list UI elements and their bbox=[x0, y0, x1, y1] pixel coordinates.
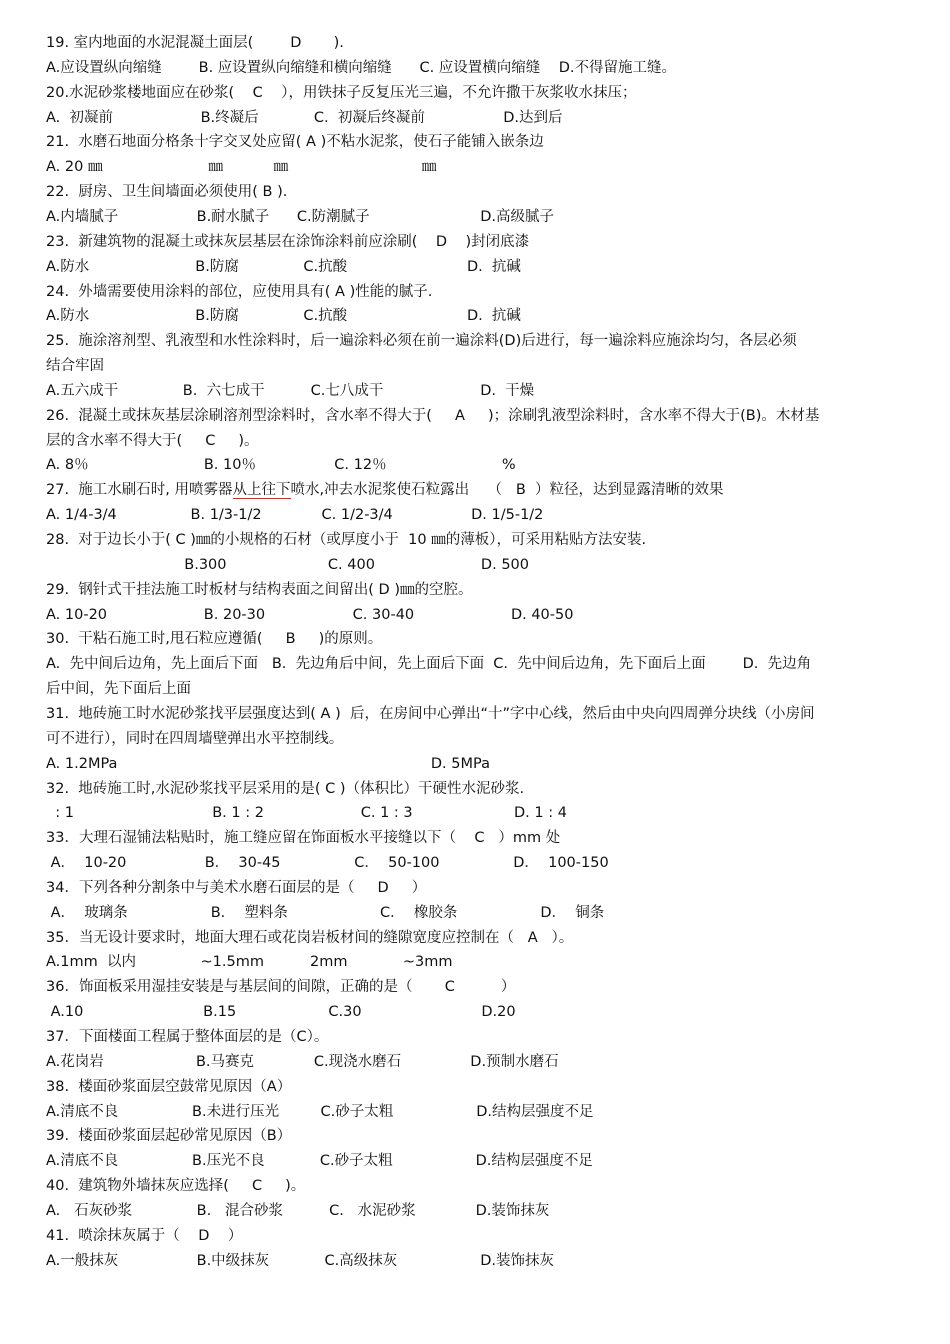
text-line: A. 1.2MPa D. 5MPa bbox=[46, 755, 490, 772]
text-line: 35．当无设计要求时，地面大理石或花岗岩板材间的缝隙宽度应控制在（ A ）。 bbox=[46, 929, 574, 946]
text-line: 29. 钢针式干挂法施工时板材与结构表面之间留出( D )㎜的空腔。 bbox=[46, 581, 473, 598]
text-line: 后中间，先下面后上面 bbox=[46, 681, 191, 698]
text-line: A.应设置纵向缩缝 B. 应设置纵向缩缝和横向缩缝 C. 应设置横向缩缝 D.不得留施工缝。 bbox=[46, 59, 677, 76]
text-line: 30. 干粘石施工时,甩石粒应遵循( B )的原则。 bbox=[46, 631, 383, 648]
text-line: A.一般抹灰 B.中级抹灰 C.高级抹灰 D.装饰抹灰 bbox=[46, 1252, 554, 1269]
text-line: 36．饰面板采用湿挂安装是与基层间的间隙，正确的是（ C ） bbox=[46, 979, 516, 996]
text-line: A.清底不良 B.未进行压光 C.砂子太粗 D.结构层强度不足 bbox=[46, 1103, 594, 1120]
text-line: 28. 对于边长小于( C )㎜的小规格的石材（或厚度小于 10 ㎜的薄板），可采用粘贴方法安装. bbox=[46, 532, 647, 548]
text-line: 31. 地砖施工时水泥砂浆找平层强度达到( A ) 后，在房间中心弹出“十”字中心线，然后由中央向四周弹分块线（小房间 bbox=[46, 705, 815, 722]
text-line: 24. 外墙需要使用涂料的部位，应使用具有( A )性能的腻子. bbox=[46, 283, 433, 300]
text-line: A.10 B.15 C.30 D.20 bbox=[46, 1004, 516, 1021]
text-line: A. 石灰砂浆 B. 混合砂浆 C. 水泥砂浆 D.装饰抹灰 bbox=[46, 1202, 550, 1219]
text-line: A. 初凝前 B.终凝后 C. 初凝后终凝前 D.达到后 bbox=[46, 109, 563, 126]
text-line: A. 8％ B. 10％ C. 12％ % bbox=[46, 457, 516, 474]
text-line: 25. 施涂溶剂型、乳液型和水性涂料时，后一遍涂料必须在前一遍涂料(D)后进行，每一遍涂料应施涂均匀，各层必须 bbox=[46, 333, 797, 350]
text-line: A. 1/4-3/4 B. 1/3-1/2 C. 1/2-3/4 D. 1/5-1/2 bbox=[46, 507, 544, 524]
text-line: A.清底不良 B.压光不良 C.砂子太粗 D.结构层强度不足 bbox=[46, 1153, 593, 1170]
text-line: 22. 厨房、卫生间墙面必须使用( B ). bbox=[46, 184, 288, 201]
text-line: A.花岗岩 B.马赛克 C.现浇水磨石 D.预制水磨石 bbox=[46, 1053, 559, 1070]
underlined-text: 从上往下 bbox=[232, 482, 291, 499]
text-line: 23. 新建筑物的混凝土或抹灰层基层在涂饰涂料前应涂刷( D )封闭底漆 bbox=[46, 233, 530, 250]
text-line: A. 10-20 B. 20-30 C. 30-40 D. 40-50 bbox=[46, 606, 574, 623]
text-line: A.五六成干 B. 六七成干 C.七八成干 D. 干燥 bbox=[46, 382, 535, 399]
text-line: A. 20 ㎜ ㎜ ㎜ ㎜ bbox=[46, 159, 437, 176]
text-line: A.防水 B.防腐 C.抗酸 D. 抗碱 bbox=[46, 258, 521, 275]
text-line: 37．下面楼面工程属于整体面层的是（C）。 bbox=[46, 1029, 329, 1045]
text-line: 33．大理石湿铺法粘贴时，施工缝应留在饰面板水平接缝以下（ C ）mm 处 bbox=[46, 830, 561, 847]
text-line: 21. 水磨石地面分格条十字交叉处应留( A )不粘水泥浆，使石子能铺入嵌条边 bbox=[46, 134, 544, 151]
text-line: 40. 建筑物外墙抹灰应选择( C )。 bbox=[46, 1178, 306, 1195]
text-line: 38. 楼面砂浆面层空鼓常见原因（A） bbox=[46, 1078, 292, 1095]
text-line: B.300 C. 400 D. 500 bbox=[46, 556, 529, 573]
text-line: 结合牢固 bbox=[46, 358, 104, 375]
text-line: 39. 楼面砂浆面层起砂常见原因（B） bbox=[46, 1128, 292, 1145]
text-line: A.内墙腻子 B.耐水腻子 C.防潮腻子 D.高级腻子 bbox=[46, 208, 554, 225]
text-line: : 1 B. 1 : 2 C. 1 : 3 D. 1 : 4 bbox=[46, 805, 567, 822]
text-line: A.防水 B.防腐 C.抗酸 D. 抗碱 bbox=[46, 308, 521, 325]
text-line: A. 先中间后边角，先上面后下面 B. 先边角后中间，先上面后下面 C. 先中间后边角，先下面后上面 D. 先边角 bbox=[46, 656, 812, 673]
text-line: 32. 地砖施工时,水泥砂浆找平层采用的是( C )（体积比）干硬性水泥砂浆. bbox=[46, 780, 525, 797]
text-line: 层的含水率不得大于( C )。 bbox=[46, 432, 259, 449]
text-line: A． 玻璃条 B． 塑料条 C． 橡胶条 D． 铜条 bbox=[46, 904, 605, 921]
text-line: 26. 混凝土或抹灰基层涂刷溶剂型涂料时，含水率不得大于( A )；涂刷乳液型涂料时，含水率不得大于(B)。木材基 bbox=[46, 407, 820, 424]
text-line: 19. 室内地面的水泥混凝土面层( D ). bbox=[46, 35, 344, 51]
text-line: 34．下列各种分割条中与美术水磨石面层的是（ D ） bbox=[46, 879, 427, 896]
text-line: 可不进行），同时在四周墙壁弹出水平控制线。 bbox=[46, 730, 344, 747]
text-line: A． 10-20 B． 30-45 C． 50-100 D． 100-150 bbox=[46, 855, 609, 872]
text-line: 20.水泥砂浆楼地面应在砂浆( C ），用铁抹子反复压光三遍，不允许撒干灰浆收水抹压； bbox=[46, 84, 637, 101]
text-line: 27. 施工水刷石时, 用喷雾器从上往下喷水,冲去水泥浆使石粒露出 （ B ）粒径，达到显露清晰的效果 bbox=[46, 482, 724, 499]
text-line: A.1mm 以内 ~1.5mm 2mm ~3mm bbox=[46, 954, 453, 971]
text-line: 41. 喷涂抹灰属于（ D ） bbox=[46, 1227, 243, 1244]
